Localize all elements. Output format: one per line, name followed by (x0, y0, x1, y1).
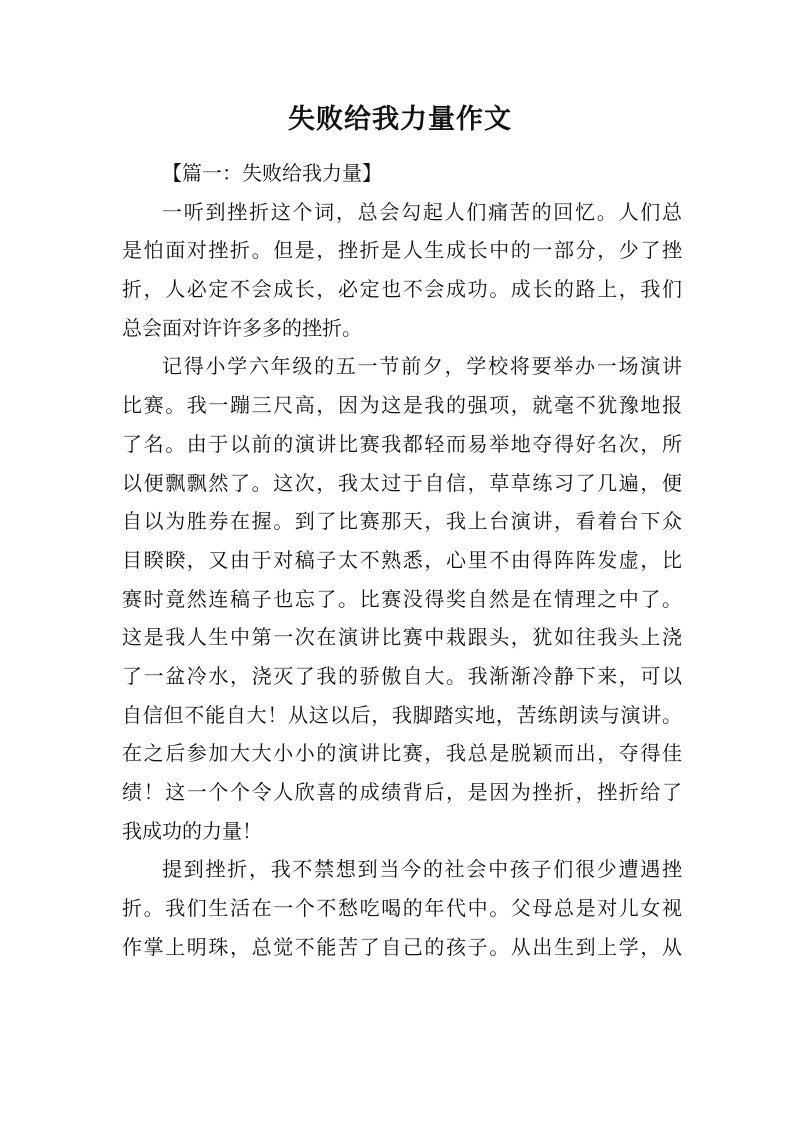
section-heading: 【篇一：失败给我力量】 (162, 161, 382, 185)
text-line: 绩！这一个个令人欣喜的成绩背后，是因为挫折，挫折给了 (122, 780, 682, 804)
text-line: 提到挫折，我不禁想到当今的社会中孩子们很少遭遇挫 (162, 857, 682, 882)
text-line: 是怕面对挫折。但是，挫折是人生成长中的一部分，少了挫 (122, 238, 682, 263)
document-title: 失败给我力量作文 (288, 104, 512, 135)
text-line: 这是我人生中第一次在演讲比赛中栽跟头，犹如往我头上浇 (122, 625, 682, 650)
text-line: 自以为胜券在握。到了比赛那天，我上台演讲，看着台下众 (122, 509, 682, 534)
text-line: 我成功的力量！ (122, 818, 262, 843)
document-body (122, 154, 682, 966)
text-line: 总会面对许许多多的挫折。 (122, 315, 362, 340)
text-line: 了名。由于以前的演讲比赛我都轻而易举地夺得好名次，所 (122, 431, 682, 456)
text-line: 在之后参加大大小小的演讲比赛，我总是脱颖而出，夺得佳 (122, 741, 682, 766)
text-line: 作掌上明珠，总觉不能苦了自己的孩子。从出生到上学，从 (122, 934, 682, 959)
text-line: 自信但不能自大！从这以后，我脚踏实地，苦练朗读与演讲。 (122, 702, 682, 727)
text-line: 一听到挫折这个词，总会勾起人们痛苦的回忆。人们总 (162, 199, 682, 224)
text-line: 记得小学六年级的五一节前夕，学校将要举办一场演讲 (162, 354, 682, 379)
text-line: 了一盆冷水，浇灭了我的骄傲自大。我渐渐冷静下来，可以 (122, 663, 682, 688)
text-line: 折，人必定不会成长，必定也不会成功。成长的路上，我们 (122, 277, 682, 302)
text-line: 折。我们生活在一个不愁吃喝的年代中。父母总是对儿女视 (122, 896, 682, 921)
text-line: 以便飘飘然了。这次，我太过于自信，草草练习了几遍，便 (122, 470, 682, 495)
text-line: 目睽睽，又由于对稿子太不熟悉，心里不由得阵阵发虚，比 (122, 547, 682, 572)
text-line: 比赛。我一蹦三尺高，因为这是我的强项，就毫不犹豫地报 (122, 393, 682, 418)
text-line: 赛时竟然连稿子也忘了。比赛没得奖自然是在情理之中了。 (122, 586, 682, 611)
